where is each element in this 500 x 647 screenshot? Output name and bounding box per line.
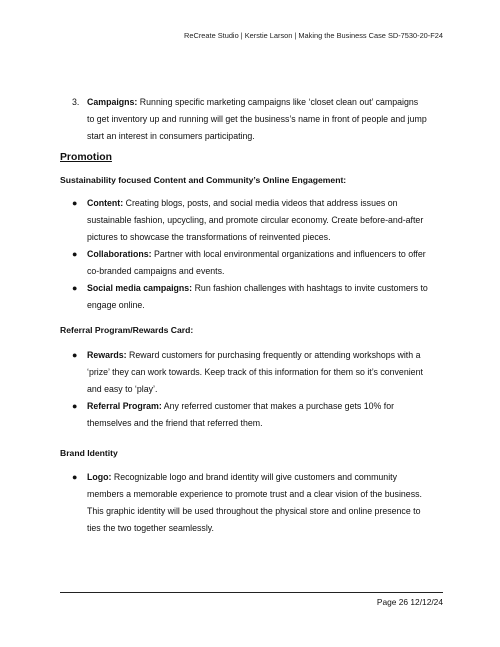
rewards-line-1: [87, 347, 420, 364]
collaborations-line-1: [87, 246, 426, 263]
rewards-line-3: and easy to ‘play’.: [87, 384, 158, 394]
running-header: ReCreate Studio | Kerstie Larson | Making the Business Case SD-7530-20-F24: [184, 31, 443, 40]
campaigns-text-1: Running specific marketing campaigns like ‘closet clean out’ campaigns: [137, 97, 419, 107]
subhead-brand-identity: Brand Identity: [60, 448, 118, 458]
content-text-1: Creating blogs, posts, and social media videos that address issues on: [123, 198, 398, 208]
subhead-referral: Referral Program/Rewards Card:: [60, 325, 194, 335]
collaborations-line-2: co-branded campaigns and events.: [87, 266, 225, 276]
bullet-icon: ●: [72, 198, 78, 208]
social-label: Social media campaigns:: [87, 283, 193, 293]
referral-program-label: Referral Program:: [87, 401, 162, 411]
rewards-line-2: ‘prize’ they can work towards. Keep track of this information for them so it’s convenient: [87, 367, 423, 377]
rewards-label: Rewards:: [87, 350, 127, 360]
page-footer: Page 26 12/12/24: [376, 597, 443, 607]
content-label: Content:: [87, 198, 124, 208]
content-line-1: [87, 195, 397, 212]
logo-line-3: This graphic identity will be used throughout the physical store and online presence to: [87, 506, 421, 516]
bullet-icon: ●: [72, 249, 78, 259]
campaigns-line-1: [87, 94, 418, 111]
bullet-icon: ●: [72, 472, 78, 482]
list-number: 3.: [72, 97, 80, 107]
referral-program-text-1: Any referred customer that makes a purchase gets 10% for: [161, 401, 395, 411]
logo-text-1: Recognizable logo and brand identity will give customers and community: [111, 472, 397, 482]
bullet-icon: ●: [72, 401, 78, 411]
content-line-2: sustainable fashion, upcycling, and promote circular economy. Create before-and-after: [87, 215, 424, 225]
referral-program-line-1: [87, 398, 394, 415]
logo-line-2: members a memorable experience to promote trust and a clear vision of the business.: [87, 489, 422, 499]
campaigns-line-3: start an interest in consumers participating.: [87, 131, 255, 141]
collaborations-text-1: Partner with local environmental organizations and influencers to offer: [151, 249, 426, 259]
bullet-icon: ●: [72, 350, 78, 360]
logo-line-4: ties the two together seamlessly.: [87, 523, 214, 533]
rewards-text-1: Reward customers for purchasing frequently or attending workshops with a: [126, 350, 421, 360]
referral-program-line-2: themselves and the friend that referred them.: [87, 418, 263, 428]
social-line-1: [87, 280, 428, 297]
bullet-icon: ●: [72, 283, 78, 293]
logo-label: Logo:: [87, 472, 112, 482]
collaborations-label: Collaborations:: [87, 249, 152, 259]
social-text-1: Run fashion challenges with hashtags to invite customers to: [192, 283, 428, 293]
section-title-promotion: Promotion: [60, 152, 112, 163]
social-line-2: engage online.: [87, 300, 145, 310]
logo-line-1: [87, 469, 397, 486]
campaigns-label: Campaigns:: [87, 97, 138, 107]
campaigns-line-2: to get inventory up and running will get the business’s name in front of people and jump: [87, 114, 427, 124]
content-line-3: pictures to showcase the transformations of reinvented pieces.: [87, 232, 331, 242]
subhead-online-engagement: Sustainability focused Content and Community’s Online Engagement:: [60, 175, 347, 185]
footer-divider: [60, 592, 443, 593]
